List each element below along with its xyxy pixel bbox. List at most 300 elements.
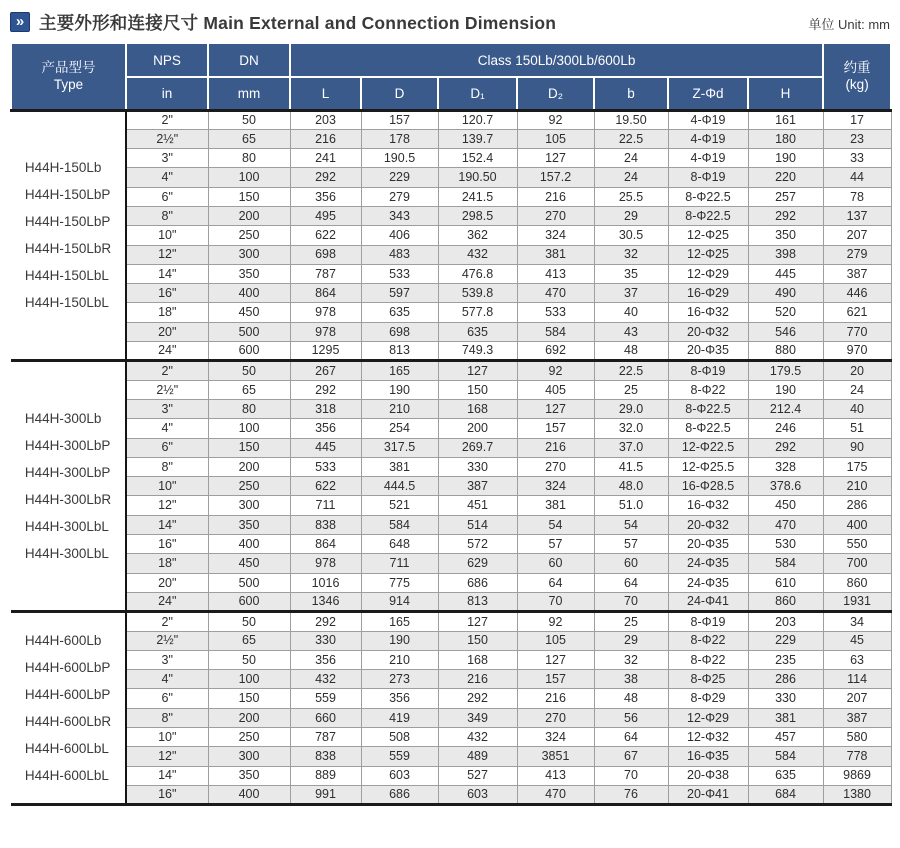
table-cell: 572 bbox=[438, 535, 517, 554]
table-cell: 521 bbox=[361, 496, 438, 515]
table-cell: 330 bbox=[748, 689, 823, 708]
table-cell: 400 bbox=[823, 515, 891, 534]
table-cell: 610 bbox=[748, 573, 823, 592]
type-label: H44H-300LbP bbox=[24, 465, 111, 481]
table-cell: 419 bbox=[361, 708, 438, 727]
table-cell: 18" bbox=[126, 554, 208, 573]
table-cell: 8-Φ22 bbox=[668, 631, 748, 650]
header-nps-unit: in bbox=[126, 77, 208, 110]
header-weight-unit: (kg) bbox=[845, 77, 869, 93]
table-cell: 241.5 bbox=[438, 187, 517, 206]
table-cell: 838 bbox=[290, 515, 361, 534]
table-cell: 20-Φ32 bbox=[668, 515, 748, 534]
table-section bbox=[11, 612, 891, 805]
table-cell: 483 bbox=[361, 245, 438, 264]
table-row bbox=[11, 612, 891, 631]
table-cell: 14" bbox=[126, 515, 208, 534]
table-cell: 257 bbox=[748, 187, 823, 206]
table-cell: 381 bbox=[517, 245, 594, 264]
table-container bbox=[0, 42, 900, 806]
header-col-H: H bbox=[748, 77, 823, 110]
table-cell: 8-Φ22.5 bbox=[668, 187, 748, 206]
table-cell: 270 bbox=[517, 206, 594, 225]
table-cell: 16-Φ35 bbox=[668, 747, 748, 766]
table-cell: 65 bbox=[208, 380, 290, 399]
header-col-D1: D₁ bbox=[438, 77, 517, 110]
table-cell: 25 bbox=[594, 612, 668, 631]
table-cell: 270 bbox=[517, 457, 594, 476]
table-cell: 105 bbox=[517, 631, 594, 650]
table-cell: 324 bbox=[517, 226, 594, 245]
table-cell: 629 bbox=[438, 554, 517, 573]
table-cell: 12-Φ29 bbox=[668, 264, 748, 283]
table-cell: 17 bbox=[823, 110, 891, 129]
table-row bbox=[11, 631, 891, 650]
table-cell: 100 bbox=[208, 419, 290, 438]
table-cell: 200 bbox=[208, 457, 290, 476]
table-cell: 8-Φ22.5 bbox=[668, 419, 748, 438]
table-cell: 24" bbox=[126, 342, 208, 361]
table-cell: 14" bbox=[126, 766, 208, 785]
table-cell: 216 bbox=[517, 187, 594, 206]
table-cell: 175 bbox=[823, 457, 891, 476]
table-cell: 20-Φ38 bbox=[668, 766, 748, 785]
table-cell: 50 bbox=[208, 612, 290, 631]
table-cell: 432 bbox=[438, 728, 517, 747]
table-cell: 29 bbox=[594, 631, 668, 650]
table-cell: 4-Φ19 bbox=[668, 110, 748, 129]
table-cell: 40 bbox=[594, 303, 668, 322]
table-cell: 2½" bbox=[126, 129, 208, 148]
table-cell: 150 bbox=[208, 187, 290, 206]
table-row bbox=[11, 284, 891, 303]
table-cell: 54 bbox=[594, 515, 668, 534]
table-cell: 600 bbox=[208, 592, 290, 611]
table-cell: 700 bbox=[823, 554, 891, 573]
table-cell: 157.2 bbox=[517, 168, 594, 187]
table-cell: 533 bbox=[290, 457, 361, 476]
table-cell: 127 bbox=[517, 399, 594, 418]
table-cell: 349 bbox=[438, 708, 517, 727]
table-cell: 432 bbox=[438, 245, 517, 264]
table-cell: 286 bbox=[823, 496, 891, 515]
table-cell: 3" bbox=[126, 399, 208, 418]
table-cell: 527 bbox=[438, 766, 517, 785]
table-cell: 22.5 bbox=[594, 361, 668, 380]
table-cell: 229 bbox=[748, 631, 823, 650]
table-cell: 603 bbox=[361, 766, 438, 785]
table-cell: 16-Φ32 bbox=[668, 303, 748, 322]
table-cell: 80 bbox=[208, 149, 290, 168]
table-cell: 78 bbox=[823, 187, 891, 206]
table-cell: 8-Φ25 bbox=[668, 670, 748, 689]
table-cell: 45 bbox=[823, 631, 891, 650]
table-cell: 210 bbox=[361, 399, 438, 418]
table-cell: 298.5 bbox=[438, 206, 517, 225]
table-cell: 32 bbox=[594, 650, 668, 669]
table-cell: 686 bbox=[438, 573, 517, 592]
table-cell: 48 bbox=[594, 342, 668, 361]
table-cell: 6" bbox=[126, 187, 208, 206]
table-cell: 698 bbox=[290, 245, 361, 264]
table-cell: 387 bbox=[823, 264, 891, 283]
table-cell: 4" bbox=[126, 419, 208, 438]
table-row bbox=[11, 110, 891, 129]
type-label: H44H-150LbL bbox=[24, 295, 109, 311]
table-cell: 54 bbox=[517, 515, 594, 534]
type-label: H44H-600LbP bbox=[24, 687, 111, 703]
table-row bbox=[11, 477, 891, 496]
table-cell: 8-Φ22 bbox=[668, 380, 748, 399]
table-cell: 24-Φ35 bbox=[668, 554, 748, 573]
table-cell: 180 bbox=[748, 129, 823, 148]
table-row bbox=[11, 728, 891, 747]
table-cell: 34 bbox=[823, 612, 891, 631]
type-cell bbox=[11, 361, 126, 612]
table-cell: 51.0 bbox=[594, 496, 668, 515]
table-cell: 533 bbox=[517, 303, 594, 322]
table-cell: 470 bbox=[517, 284, 594, 303]
table-cell: 20-Φ35 bbox=[668, 535, 748, 554]
table-cell: 3" bbox=[126, 149, 208, 168]
table-cell: 60 bbox=[517, 554, 594, 573]
table-cell: 9869 bbox=[823, 766, 891, 785]
table-cell: 8-Φ22.5 bbox=[668, 399, 748, 418]
table-cell: 457 bbox=[748, 728, 823, 747]
table-cell: 76 bbox=[594, 785, 668, 804]
table-cell: 317.5 bbox=[361, 438, 438, 457]
table-cell: 970 bbox=[823, 342, 891, 361]
table-row bbox=[11, 322, 891, 341]
table-cell: 635 bbox=[748, 766, 823, 785]
table-cell: 168 bbox=[438, 399, 517, 418]
table-cell: 229 bbox=[361, 168, 438, 187]
table-cell: 16-Φ28.5 bbox=[668, 477, 748, 496]
table-cell: 914 bbox=[361, 592, 438, 611]
table-cell: 203 bbox=[290, 110, 361, 129]
table-cell: 597 bbox=[361, 284, 438, 303]
table-cell: 246 bbox=[748, 419, 823, 438]
table-cell: 12-Φ29 bbox=[668, 708, 748, 727]
table-cell: 92 bbox=[517, 612, 594, 631]
table-cell: 813 bbox=[361, 342, 438, 361]
table-cell: 24-Φ35 bbox=[668, 573, 748, 592]
table-cell: 470 bbox=[517, 785, 594, 804]
table-cell: 16" bbox=[126, 284, 208, 303]
chevron-right-icon: » bbox=[10, 12, 30, 32]
table-cell: 212.4 bbox=[748, 399, 823, 418]
table-cell: 2" bbox=[126, 612, 208, 631]
header-col-b: b bbox=[594, 77, 668, 110]
table-cell: 43 bbox=[594, 322, 668, 341]
table-cell: 559 bbox=[290, 689, 361, 708]
table-cell: 70 bbox=[594, 592, 668, 611]
table-cell: 12-Φ32 bbox=[668, 728, 748, 747]
table-cell: 405 bbox=[517, 380, 594, 399]
type-label: H44H-600LbR bbox=[24, 714, 112, 730]
table-cell: 20-Φ32 bbox=[668, 322, 748, 341]
header-col-D2: D₂ bbox=[517, 77, 594, 110]
table-cell: 577.8 bbox=[438, 303, 517, 322]
table-cell: 139.7 bbox=[438, 129, 517, 148]
type-label: H44H-150LbP bbox=[24, 187, 111, 203]
header-dn: DN bbox=[208, 43, 290, 77]
header-nps: NPS bbox=[126, 43, 208, 77]
table-cell: 600 bbox=[208, 342, 290, 361]
table-cell: 445 bbox=[748, 264, 823, 283]
table-cell: 120.7 bbox=[438, 110, 517, 129]
table-cell: 190 bbox=[361, 631, 438, 650]
table-cell: 60 bbox=[594, 554, 668, 573]
table-row bbox=[11, 342, 891, 361]
table-cell: 250 bbox=[208, 477, 290, 496]
table-cell: 778 bbox=[823, 747, 891, 766]
table-cell: 41.5 bbox=[594, 457, 668, 476]
table-cell: 500 bbox=[208, 573, 290, 592]
table-cell: 16-Φ32 bbox=[668, 496, 748, 515]
table-cell: 489 bbox=[438, 747, 517, 766]
table-cell: 413 bbox=[517, 766, 594, 785]
table-cell: 269.7 bbox=[438, 438, 517, 457]
table-cell: 70 bbox=[517, 592, 594, 611]
table-cell: 400 bbox=[208, 284, 290, 303]
table-cell: 8" bbox=[126, 457, 208, 476]
table-cell: 406 bbox=[361, 226, 438, 245]
table-cell: 533 bbox=[361, 264, 438, 283]
table-cell: 279 bbox=[823, 245, 891, 264]
table-cell: 203 bbox=[748, 612, 823, 631]
table-cell: 210 bbox=[823, 477, 891, 496]
type-label: H44H-300LbP bbox=[24, 438, 111, 454]
unit-label: 单位 Unit: mm bbox=[808, 16, 890, 32]
table-cell: 235 bbox=[748, 650, 823, 669]
table-cell: 190.5 bbox=[361, 149, 438, 168]
table-cell: 23 bbox=[823, 129, 891, 148]
table-cell: 190 bbox=[361, 380, 438, 399]
table-row bbox=[11, 303, 891, 322]
table-cell: 37 bbox=[594, 284, 668, 303]
table-cell: 1346 bbox=[290, 592, 361, 611]
table-cell: 8-Φ19 bbox=[668, 361, 748, 380]
table-cell: 559 bbox=[361, 747, 438, 766]
page-title: 主要外形和连接尺寸 Main External and Connection Dimension bbox=[39, 12, 557, 33]
table-cell: 20-Φ35 bbox=[668, 342, 748, 361]
table-cell: 64 bbox=[594, 728, 668, 747]
table-cell: 4-Φ19 bbox=[668, 149, 748, 168]
table-cell: 57 bbox=[517, 535, 594, 554]
table-cell: 50 bbox=[208, 361, 290, 380]
table-cell: 400 bbox=[208, 535, 290, 554]
table-row bbox=[11, 129, 891, 148]
table-cell: 387 bbox=[438, 477, 517, 496]
table-cell: 8-Φ29 bbox=[668, 689, 748, 708]
table-cell: 991 bbox=[290, 785, 361, 804]
table-row bbox=[11, 380, 891, 399]
table-cell: 860 bbox=[823, 573, 891, 592]
table-cell: 2" bbox=[126, 361, 208, 380]
table-row bbox=[11, 785, 891, 804]
table-row bbox=[11, 168, 891, 187]
table-cell: 8-Φ19 bbox=[668, 612, 748, 631]
table-cell: 190 bbox=[748, 380, 823, 399]
table-row bbox=[11, 457, 891, 476]
table-cell: 20" bbox=[126, 573, 208, 592]
table-cell: 6" bbox=[126, 689, 208, 708]
table-cell: 150 bbox=[438, 631, 517, 650]
type-label: H44H-300LbR bbox=[24, 492, 112, 508]
table-row bbox=[11, 399, 891, 418]
table-cell: 711 bbox=[361, 554, 438, 573]
table-cell: 157 bbox=[517, 419, 594, 438]
table-cell: 14" bbox=[126, 264, 208, 283]
table-cell: 152.4 bbox=[438, 149, 517, 168]
table-cell: 413 bbox=[517, 264, 594, 283]
type-cell bbox=[11, 612, 126, 805]
table-cell: 584 bbox=[517, 322, 594, 341]
type-label: H44H-300LbL bbox=[24, 519, 109, 535]
table-cell: 292 bbox=[748, 438, 823, 457]
table-cell: 470 bbox=[748, 515, 823, 534]
table-cell: 150 bbox=[208, 438, 290, 457]
table-row bbox=[11, 361, 891, 380]
table-cell: 38 bbox=[594, 670, 668, 689]
table-cell: 10" bbox=[126, 226, 208, 245]
table-cell: 10" bbox=[126, 728, 208, 747]
table-cell: 978 bbox=[290, 554, 361, 573]
table-cell: 29 bbox=[594, 206, 668, 225]
table-cell: 387 bbox=[823, 708, 891, 727]
table-cell: 450 bbox=[208, 554, 290, 573]
table-cell: 378.6 bbox=[748, 477, 823, 496]
table-cell: 12-Φ25 bbox=[668, 226, 748, 245]
table-cell: 539.8 bbox=[438, 284, 517, 303]
table-cell: 635 bbox=[361, 303, 438, 322]
table-cell: 210 bbox=[361, 650, 438, 669]
table-cell: 530 bbox=[748, 535, 823, 554]
type-label: H44H-150Lb bbox=[24, 160, 102, 176]
table-cell: 2½" bbox=[126, 380, 208, 399]
table-cell: 20 bbox=[823, 361, 891, 380]
table-cell: 286 bbox=[748, 670, 823, 689]
table-cell: 20-Φ41 bbox=[668, 785, 748, 804]
table-cell: 157 bbox=[361, 110, 438, 129]
table-row bbox=[11, 226, 891, 245]
table-cell: 770 bbox=[823, 322, 891, 341]
table-cell: 711 bbox=[290, 496, 361, 515]
table-cell: 270 bbox=[517, 708, 594, 727]
table-cell: 8-Φ22.5 bbox=[668, 206, 748, 225]
table-cell: 350 bbox=[208, 264, 290, 283]
table-cell: 381 bbox=[748, 708, 823, 727]
table-cell: 698 bbox=[361, 322, 438, 341]
table-cell: 63 bbox=[823, 650, 891, 669]
table-cell: 292 bbox=[290, 380, 361, 399]
type-label: H44H-600LbL bbox=[24, 768, 109, 784]
table-cell: 273 bbox=[361, 670, 438, 689]
table-cell: 12" bbox=[126, 496, 208, 515]
dimension-table bbox=[10, 42, 892, 806]
table-cell: 114 bbox=[823, 670, 891, 689]
table-cell: 550 bbox=[823, 535, 891, 554]
table-cell: 250 bbox=[208, 226, 290, 245]
table-cell: 254 bbox=[361, 419, 438, 438]
table-row bbox=[11, 670, 891, 689]
table-cell: 25.5 bbox=[594, 187, 668, 206]
table-cell: 137 bbox=[823, 206, 891, 225]
table-cell: 179.5 bbox=[748, 361, 823, 380]
table-row bbox=[11, 708, 891, 727]
header-col-L: L bbox=[290, 77, 361, 110]
table-cell: 864 bbox=[290, 535, 361, 554]
table-cell: 356 bbox=[290, 650, 361, 669]
table-cell: 350 bbox=[748, 226, 823, 245]
table-row bbox=[11, 438, 891, 457]
table-cell: 50 bbox=[208, 110, 290, 129]
table-cell: 8-Φ22 bbox=[668, 650, 748, 669]
table-cell: 207 bbox=[823, 689, 891, 708]
table-cell: 330 bbox=[438, 457, 517, 476]
table-cell: 300 bbox=[208, 245, 290, 264]
table-cell: 200 bbox=[438, 419, 517, 438]
table-cell: 775 bbox=[361, 573, 438, 592]
table-cell: 20" bbox=[126, 322, 208, 341]
table-cell: 33 bbox=[823, 149, 891, 168]
table-cell: 621 bbox=[823, 303, 891, 322]
table-cell: 165 bbox=[361, 361, 438, 380]
type-label: H44H-600LbL bbox=[24, 741, 109, 757]
table-row bbox=[11, 766, 891, 785]
table-cell: 508 bbox=[361, 728, 438, 747]
table-cell: 584 bbox=[748, 554, 823, 573]
table-cell: 343 bbox=[361, 206, 438, 225]
table-cell: 889 bbox=[290, 766, 361, 785]
table-cell: 178 bbox=[361, 129, 438, 148]
table-cell: 70 bbox=[594, 766, 668, 785]
table-cell: 356 bbox=[361, 689, 438, 708]
type-label: H44H-300Lb bbox=[24, 411, 102, 427]
table-cell: 65 bbox=[208, 631, 290, 650]
table-cell: 50 bbox=[208, 650, 290, 669]
table-row bbox=[11, 245, 891, 264]
table-cell: 328 bbox=[748, 457, 823, 476]
table-cell: 92 bbox=[517, 361, 594, 380]
table-cell: 32 bbox=[594, 245, 668, 264]
table-cell: 300 bbox=[208, 496, 290, 515]
type-label: H44H-150LbL bbox=[24, 268, 109, 284]
table-cell: 444.5 bbox=[361, 477, 438, 496]
table-cell: 860 bbox=[748, 592, 823, 611]
table-cell: 1295 bbox=[290, 342, 361, 361]
header-type-en: Type bbox=[53, 77, 84, 93]
table-cell: 35 bbox=[594, 264, 668, 283]
table-cell: 978 bbox=[290, 322, 361, 341]
table-cell: 450 bbox=[748, 496, 823, 515]
table-cell: 3851 bbox=[517, 747, 594, 766]
table-cell: 157 bbox=[517, 670, 594, 689]
table-section bbox=[11, 110, 891, 361]
table-cell: 880 bbox=[748, 342, 823, 361]
table-cell: 635 bbox=[438, 322, 517, 341]
table-cell: 127 bbox=[517, 149, 594, 168]
table-cell: 44 bbox=[823, 168, 891, 187]
type-label: H44H-600LbP bbox=[24, 660, 111, 676]
table-cell: 80 bbox=[208, 399, 290, 418]
type-label: H44H-600Lb bbox=[24, 633, 102, 649]
header-col-D: D bbox=[361, 77, 438, 110]
table-row bbox=[11, 496, 891, 515]
table-cell: 105 bbox=[517, 129, 594, 148]
table-row bbox=[11, 264, 891, 283]
